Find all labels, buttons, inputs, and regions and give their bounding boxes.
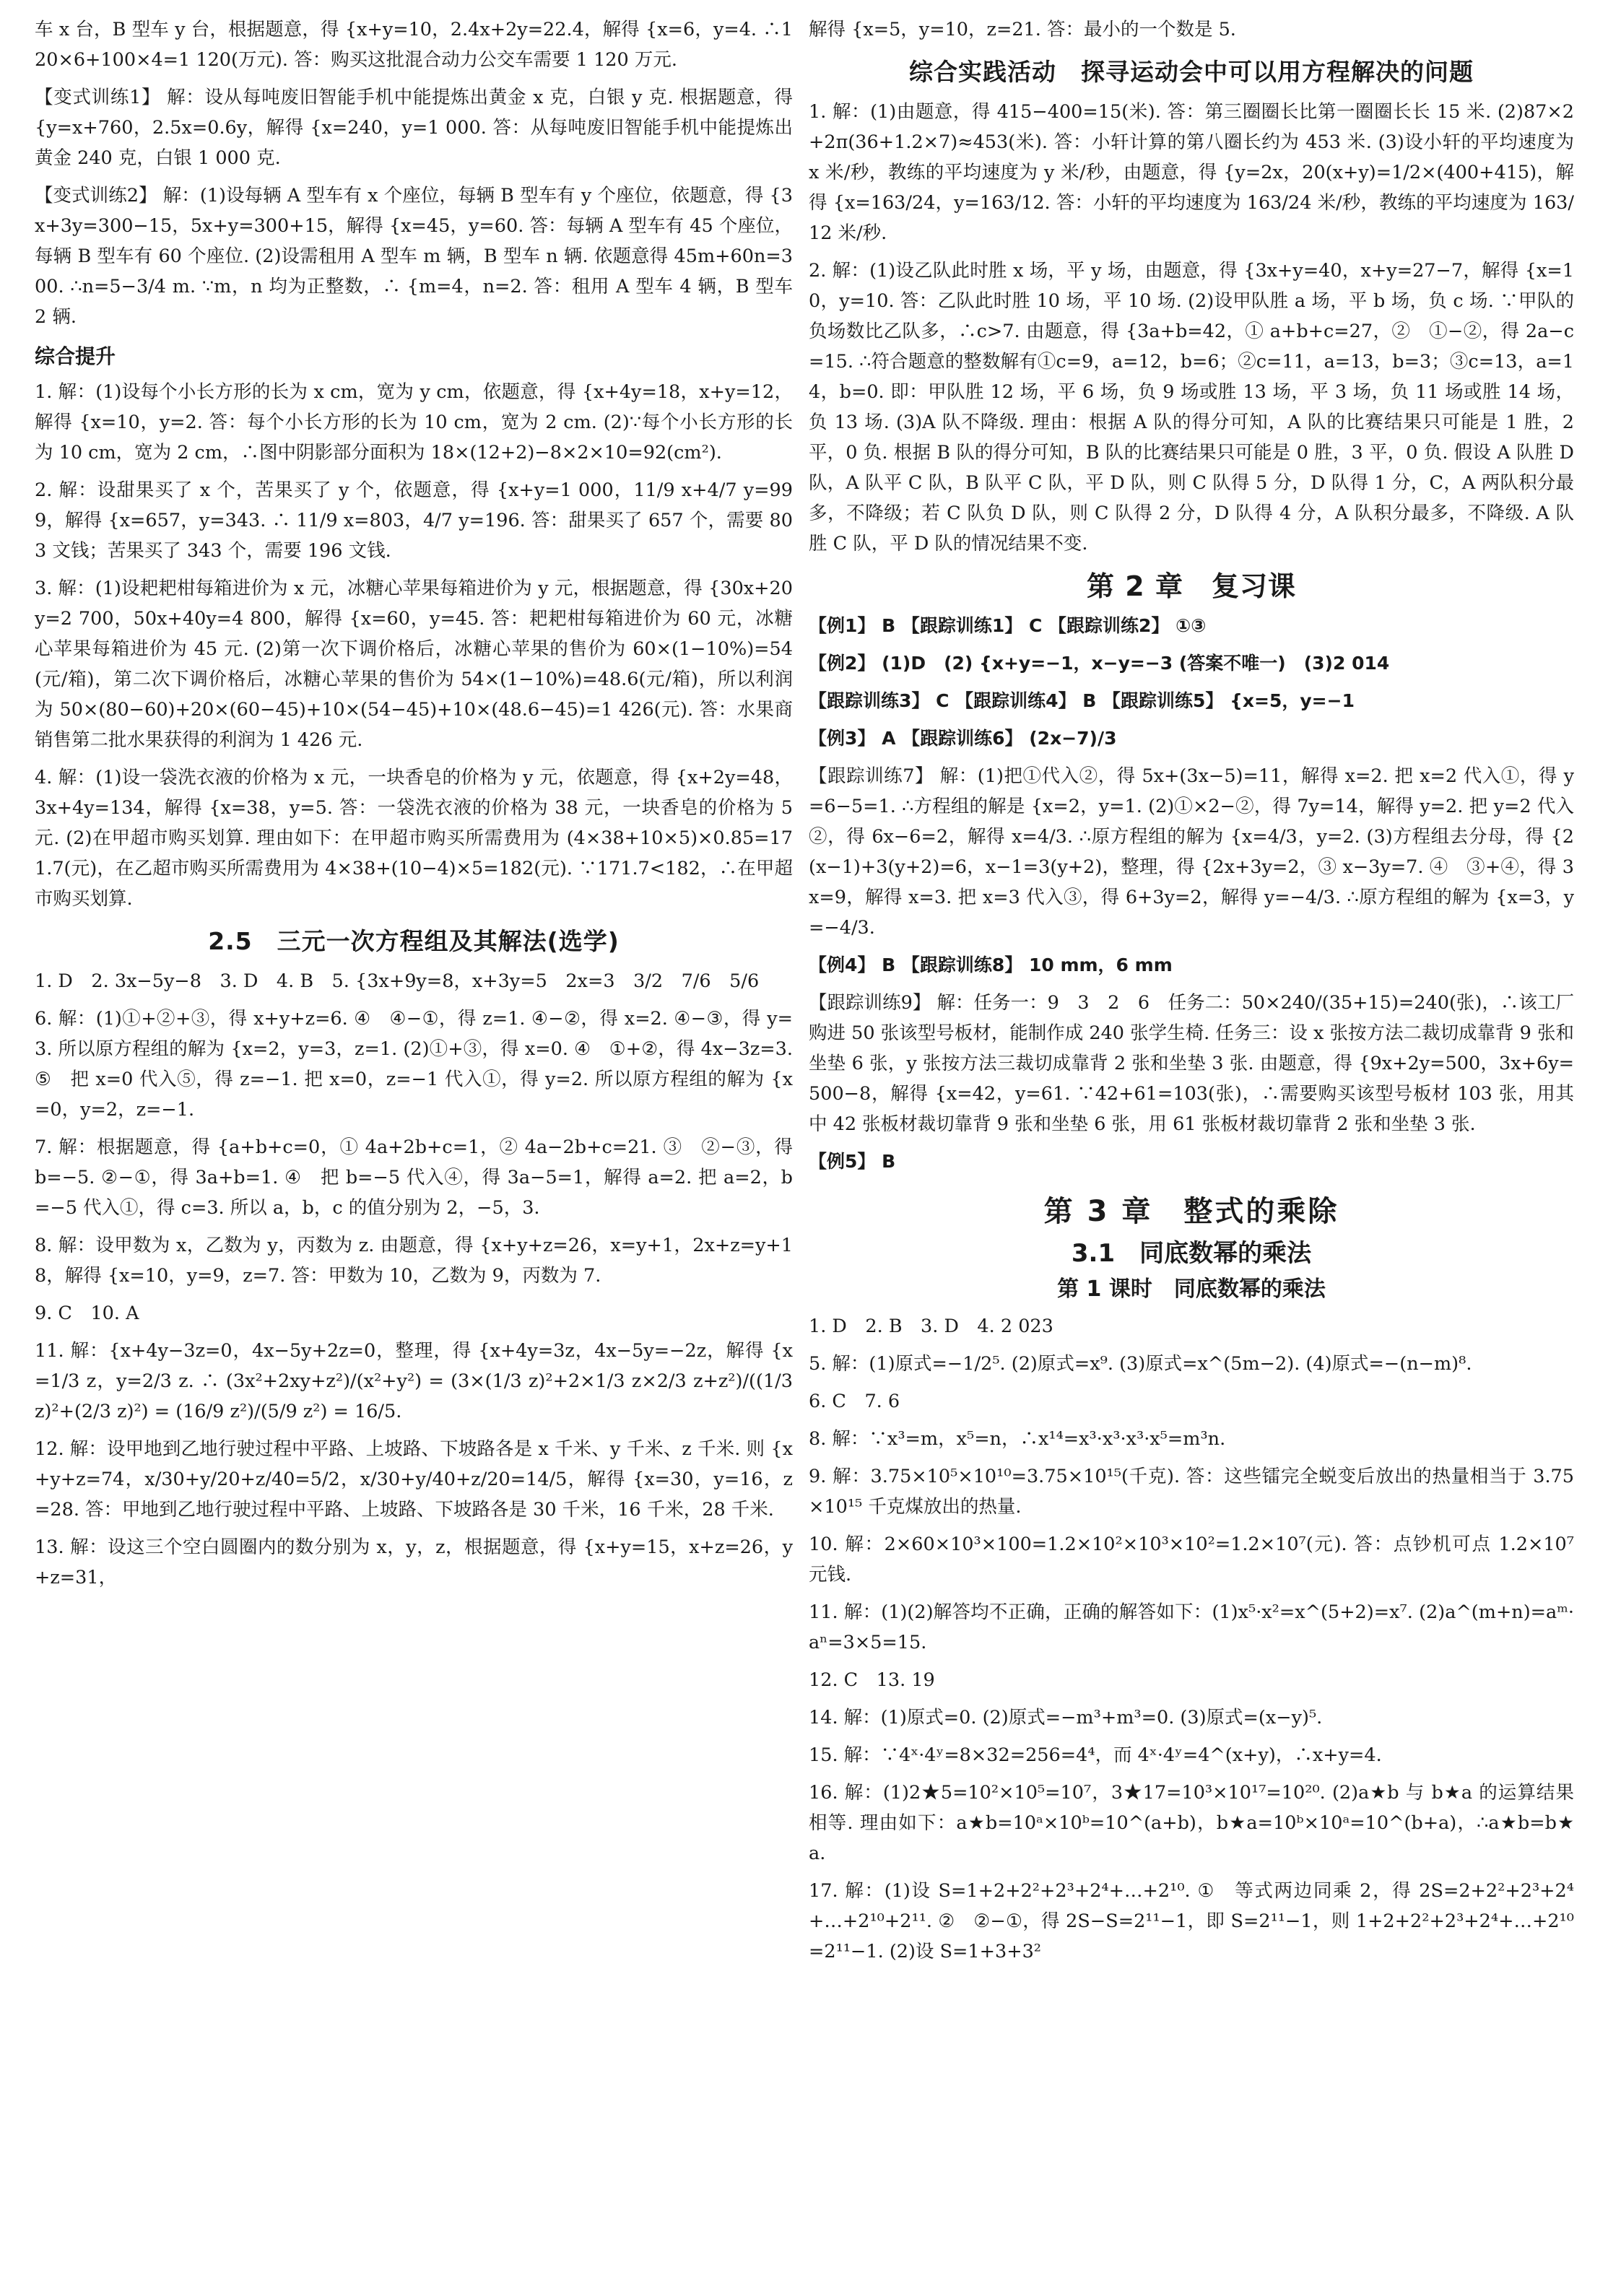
example-5: 【例5】 B [809, 1151, 896, 1172]
right-column [809, 14, 1581, 1974]
example-3: 【例3】 A 【跟踪训练6】 (2x−7)/3 [809, 728, 1117, 749]
practice-question-2: 2. 解：(1)设乙队此时胜 x 场，平 y 场，由题意，得 {3x+y=40，x+y=27−7，解得 {x=10，y=10. 答：乙队此时胜 10 场，平 10 场. (2)设甲队胜 a 场，平 b 场，负 c 场. ∵甲队的负场数比乙队多，∴c>7. 由题意，得 {3a+b=42，① a+b+c=27，② ①−②，得 2a−c=15. ∴符合题意的整数解有①c=9，a=12，b=6；②c=11，a=13，b=3；③c=13，a=14，b=0. 即：甲队胜 12 场，平 6 场，负 9 场或胜 13 场，平 3 场，负 11 场或胜 14 场，负 13 场. (3)A 队不降级. 理由：根据 A 队的得分可知，A 队的比赛结果只可能是 1 胜，2 平，0 负. 根据 B 队的得分可知，B 队的比赛结果只可能是 0 胜，3 平，0 负. 假设 A 队胜 D 队，A 队平 C 队，B 队平 C 队，平 D 队，则 C 队得 5 分，D 队得 1 分，C，A 两队积分最多，不降级；若 C 队负 D 队，则 C 队得 2 分，D 队得 4 分，A 队积分最多，不降级. A 队胜 C 队，平 D 队的情况结果不变. [809, 260, 1581, 555]
chapter-3-title: 第 3 章 整式的乘除 [1043, 1195, 1339, 1228]
section-title-3-1: 3.1 同底数幂的乘法 [1071, 1239, 1312, 1268]
section-subtitle-comprehensive: 综合提升 [35, 344, 116, 368]
section-title-2-5: 2.5 三元一次方程组及其解法(选学) [208, 927, 620, 955]
question-8: 8. 解：设甲数为 x，乙数为 y，丙数为 z. 由题意，得 {x+y+z=26，x=y+1，2x+z=y+18，解得 {x=10，y=9，z=7. 答：甲数为 10，乙数为 9，丙数为 7. [35, 1235, 793, 1287]
question-13-continued: 解得 {x=5，y=10，z=21. 答：最小的一个数是 5. [809, 19, 1236, 40]
left-column [35, 14, 799, 1600]
answers-1-4: 1. D 2. B 3. D 4. 2 023 [809, 1316, 1053, 1337]
answers-12-13: 12. C 13. 19 [809, 1669, 935, 1691]
answers-9-10: 9. C 10. A [35, 1303, 139, 1324]
question-4: 4. 解：(1)设一袋洗衣液的价格为 x 元，一块香皂的价格为 y 元，依题意，得 {x+2y=48，3x+4y=134，解得 {x=38，y=5. 答：一袋洗衣液的价格为 38 元，一块香皂的价格为 5 元. (2)在甲超市购买划算. 理由如下：在甲超市购买所需费用为 (4×38+10×5)×0.85=171.7(元)，在乙超市购买所需费用为 4×38+(10−4)×5=182(元). ∵171.7<182，∴在甲超市购买划算. [35, 767, 799, 910]
tracking-training-3-5: 【跟踪训练3】 C 【跟踪训练4】 B 【跟踪训练5】 {x=5，y=−1 [809, 690, 1355, 711]
question-6: 6. 解：(1)①+②+③，得 x+y+z=6. ④ ④−①，得 z=1. ④−②，得 x=2. ④−③，得 y=3. 所以原方程组的解为 {x=2，y=3，z=1. (2)①+③，得 x=0. ④ ①+②，得 4x−3z=3. ⑤ 把 x=0 代入⑤，得 z=−1. 把 x=0，z=−1 代入①，得 y=2. 所以原方程组的解为 {x=0，y=2，z=−1. [35, 1008, 799, 1121]
question-17: 17. 解：(1)设 S=1+2+2²+2³+2⁴+…+2¹⁰. ① 等式两边同乘 2，得 2S=2+2²+2³+2⁴+…+2¹⁰+2¹¹. ② ②−①，得 2S−S=2¹¹−1，即 S=2¹¹−1，则 1+2+2²+2³+2⁴+…+2¹⁰=2¹¹−1. (2)设 S=1+3+3² [809, 1880, 1574, 1962]
variant-training-2: 【变式训练2】 解：(1)设每辆 A 型车有 x 个座位，每辆 B 型车有 y 个座位，依题意，得 {3x+3y=300−15，5x+y=300+15，解得 {x=45，y=60. 答：每辆 A 型车有 45 个座位，每辆 B 型车有 60 个座位. (2)设需租用 A 型车 m 辆，B 型车 n 辆. 依题意得 45m+60n=300. ∴n=5−3/4 m. ∵m，n 均为正整数，∴ {m=4，n=2. 答：租用 A 型车 4 辆，B 型车 2 辆. [35, 185, 799, 328]
question-1: 1. 解：(1)设每个小长方形的长为 x cm，宽为 y cm，依题意，得 {x+4y=18，x+y=12，解得 {x=10，y=2. 答：每个小长方形的长为 10 cm，宽为 2 cm. (2)∵每个小长方形的长为 10 cm，宽为 2 cm，∴图中阴影部分面积为 18×(12+2)−8×2×10=92(cm²). [35, 381, 793, 464]
question-12: 12. 解：设甲地到乙地行驶过程中平路、上坡路、下坡路各是 x 千米、y 千米、z 千米. 则 {x+y+z=74，x/30+y/20+z/40=5/2，x/30+y/40+z/20=14/5，解得 {x=30，y=16，z=28. 答：甲地到乙地行驶过程中平路、上坡路、下坡路各是 30 千米，16 千米，28 千米. [35, 1438, 793, 1521]
question-2: 2. 解：设甜果买了 x 个，苦果买了 y 个，依题意，得 {x+y=1 000，11/9 x+4/7 y=999，解得 {x=657，y=343. ∴ 11/9 x=803，4/7 y=196. 答：甜果买了 657 个，需要 803 文钱；苦果买了 343 个，需要 196 文钱. [35, 479, 793, 562]
section-title-practice-activity: 综合实践活动 探寻运动会中可以用方程解决的问题 [909, 58, 1474, 86]
example-4: 【例4】 B 【跟踪训练8】 10 mm，6 mm [809, 955, 1173, 975]
chapter-2-review-title: 第 2 章 复习课 [1087, 570, 1296, 602]
variant-training-1: 【变式训练1】 解：设从每吨废旧智能手机中能提炼出黄金 x 克，白银 y 克. 根据题意，得 {y=x+760，2.5x=0.6y，解得 {x=240，y=1 000. 答：从每吨废旧智能手机中能提炼出黄金 240 克，白银 1 000 克. [35, 87, 799, 169]
question-8: 8. 解：∵x³=m，x⁵=n，∴x¹⁴=x³·x³·x³·x⁵=m³n. [809, 1428, 1226, 1450]
tracking-training-9: 【跟踪训练9】 解：任务一：9 3 2 6 任务二：50×240/(35+15)=240(张)，∴该工厂购进 50 张该型号板材，能制作成 240 张学生椅. 任务三：设 x 张按方法二裁切成靠背 9 张和坐垫 6 张，y 张按方法三裁切成靠背 2 张和坐垫 3 张. 由题意，得 {9x+2y=500，3x+6y=500−8，解得 {x=42，y=61. ∵42+61=103(张)，∴需要购买该型号板材 103 张，用其中 42 张板材裁切靠背 9 张和坐垫 6 张，用 61 张板材裁切靠背 2 张和坐垫 3 张. [809, 992, 1574, 1135]
example-1: 【例1】 B 【跟踪训练1】 C 【跟踪训练2】 ①③ [809, 615, 1207, 636]
tracking-training-7: 【跟踪训练7】 解：(1)把①代入②，得 5x+(3x−5)=11，解得 x=2. 把 x=2 代入①，得 y=6−5=1. ∴方程组的解是 {x=2，y=1. (2)①×2−②，得 7y=14，解得 y=2. 把 y=2 代入②，得 6x−6=2，解得 x=4/3. ∴原方程组的解为 {x=4/3，y=2. (3)方程组去分母，得 {2(x−1)+3(y+2)=6，x−1=3(y+2)，整理，得 {2x+3y=2，③ x−3y=7. ④ ③+④，得 3x=9，解得 x=3. 把 x=3 代入③，得 6+3y=2，解得 y=−4/3. ∴原方程组的解为 {x=3，y=−4/3. [809, 765, 1574, 939]
answers-1-5: 1. D 2. 3x−5y−8 3. D 4. B 5. {3x+9y=8，x+3y=5 2x=3 3/2 7/6 5/6 [35, 970, 760, 992]
practice-question-1: 1. 解：(1)由题意，得 415−400=15(米). 答：第三圈圈长比第一圈圈长长 15 米. (2)87×2+2π(36+1.2×7)≈453(米). 答：小轩计算的第八圈长约为 453 米. (3)设小轩的平均速度为 x 米/秒，教练的平均速度为 y 米/秒，由题意，得 {y=2x，20(x+y)=1/2×(400+415)，解得 {x=163/24，y=163/12. 答：小轩的平均速度为 163/24 米/秒，教练的平均速度为 163/12 米/秒. [809, 101, 1581, 244]
question-7: 7. 解：根据题意，得 {a+b+c=0，① 4a+2b+c=1，② 4a−2b+c=21. ③ ②−③，得 b=−5. ②−①，得 3a+b=1. ④ 把 b=−5 代入④，得 3a−5=1，解得 a=2. 把 a=2，b=−5 代入①，得 c=3. 所以 a，b，c 的值分别为 2，−5，3. [35, 1136, 799, 1219]
answer-paragraph: 车 x 台，B 型车 y 台，根据题意，得 {x+y=10，2.4x+2y=22.4，解得 {x=6，y=4. ∴120×6+100×4=1 120(万元). 答：购买这批混合动力公交车需要 1 120 万元. [35, 19, 793, 71]
question-5: 5. 解：(1)原式=−1/2⁵. (2)原式=x⁹. (3)原式=x^(5m−2). (4)原式=−(n−m)⁸. [809, 1353, 1472, 1375]
question-13: 13. 解：设这三个空白圆圈内的数分别为 x，y，z，根据题意，得 {x+y=15，x+z=26，y+z=31， [35, 1536, 793, 1588]
question-10: 10. 解：2×60×10³×100=1.2×10²×10³×10²=1.2×10⁷(元). 答：点钞机可点 1.2×10⁷ 元钱. [809, 1534, 1581, 1586]
question-14: 14. 解：(1)原式=0. (2)原式=−m³+m³=0. (3)原式=(x−y)⁵. [809, 1707, 1323, 1728]
question-16: 16. 解：(1)2★5=10²×10⁵=10⁷，3★17=10³×10¹⁷=10²⁰. (2)a★b 与 b★a 的运算结果相等. 理由如下：a★b=10ᵃ×10ᵇ=10^(a+b)，b★a=10ᵇ×10ᵃ=10^(b+a)，∴a★b=b★a. [809, 1782, 1574, 1864]
question-11: 11. 解：{x+4y−3z=0，4x−5y+2z=0，整理，得 {x+4y=3z，4x−5y=−2z，解得 {x=1/3 z，y=2/3 z. ∴ (3x²+2xy+z²)/(x²+y²) = (3×(1/3 z)²+2×1/3 z×2/3 z+z²)/((1/3 z)²+(2/3 z)²) = (16/9 z²)/(5/9 z²) = 16/5. [35, 1340, 799, 1422]
answers-6-7: 6. C 7. 6 [809, 1391, 900, 1412]
question-11: 11. 解：(1)(2)解答均不正确，正确的解答如下：(1)x⁵·x²=x^(5+2)=x⁷. (2)a^(m+n)=aᵐ·aⁿ=3×5=15. [809, 1601, 1574, 1653]
question-15: 15. 解：∵4ˣ·4ʸ=8×32=256=4⁴，而 4ˣ·4ʸ=4^(x+y)，∴x+y=4. [809, 1744, 1382, 1766]
question-9: 9. 解：3.75×10⁵×10¹⁰=3.75×10¹⁵(千克). 答：这些镭完全蜕变后放出的热量相当于 3.75×10¹⁵ 千克煤放出的热量. [809, 1466, 1574, 1518]
example-2: 【例2】 (1)D (2) {x+y=−1，x−y=−3 (答案不唯一) (3)2 014 [809, 653, 1390, 674]
lesson-title-1: 第 1 课时 同底数幂的乘法 [1057, 1277, 1326, 1302]
question-3: 3. 解：(1)设耙耙柑每箱进价为 x 元，冰糖心苹果每箱进价为 y 元，根据题意，得 {30x+20y=2 700，50x+40y=4 800，解得 {x=60，y=45. 答：耙耙柑每箱进价为 60 元，冰糖心苹果每箱进价为 45 元. (2)第一次下调价格后，冰糖心苹果的售价为 60×(1−10%)=54(元/箱)，第二次下调价格后，冰糖心苹果的售价为 54×(1−10%)=48.6(元/箱)，所以利润为 50×(80−60)+20×(60−45)+10×(54−45)+10×(48.6−45)=1 426(元). 答：水果商销售第二批水果获得的利润为 1 426 元. [35, 578, 793, 751]
